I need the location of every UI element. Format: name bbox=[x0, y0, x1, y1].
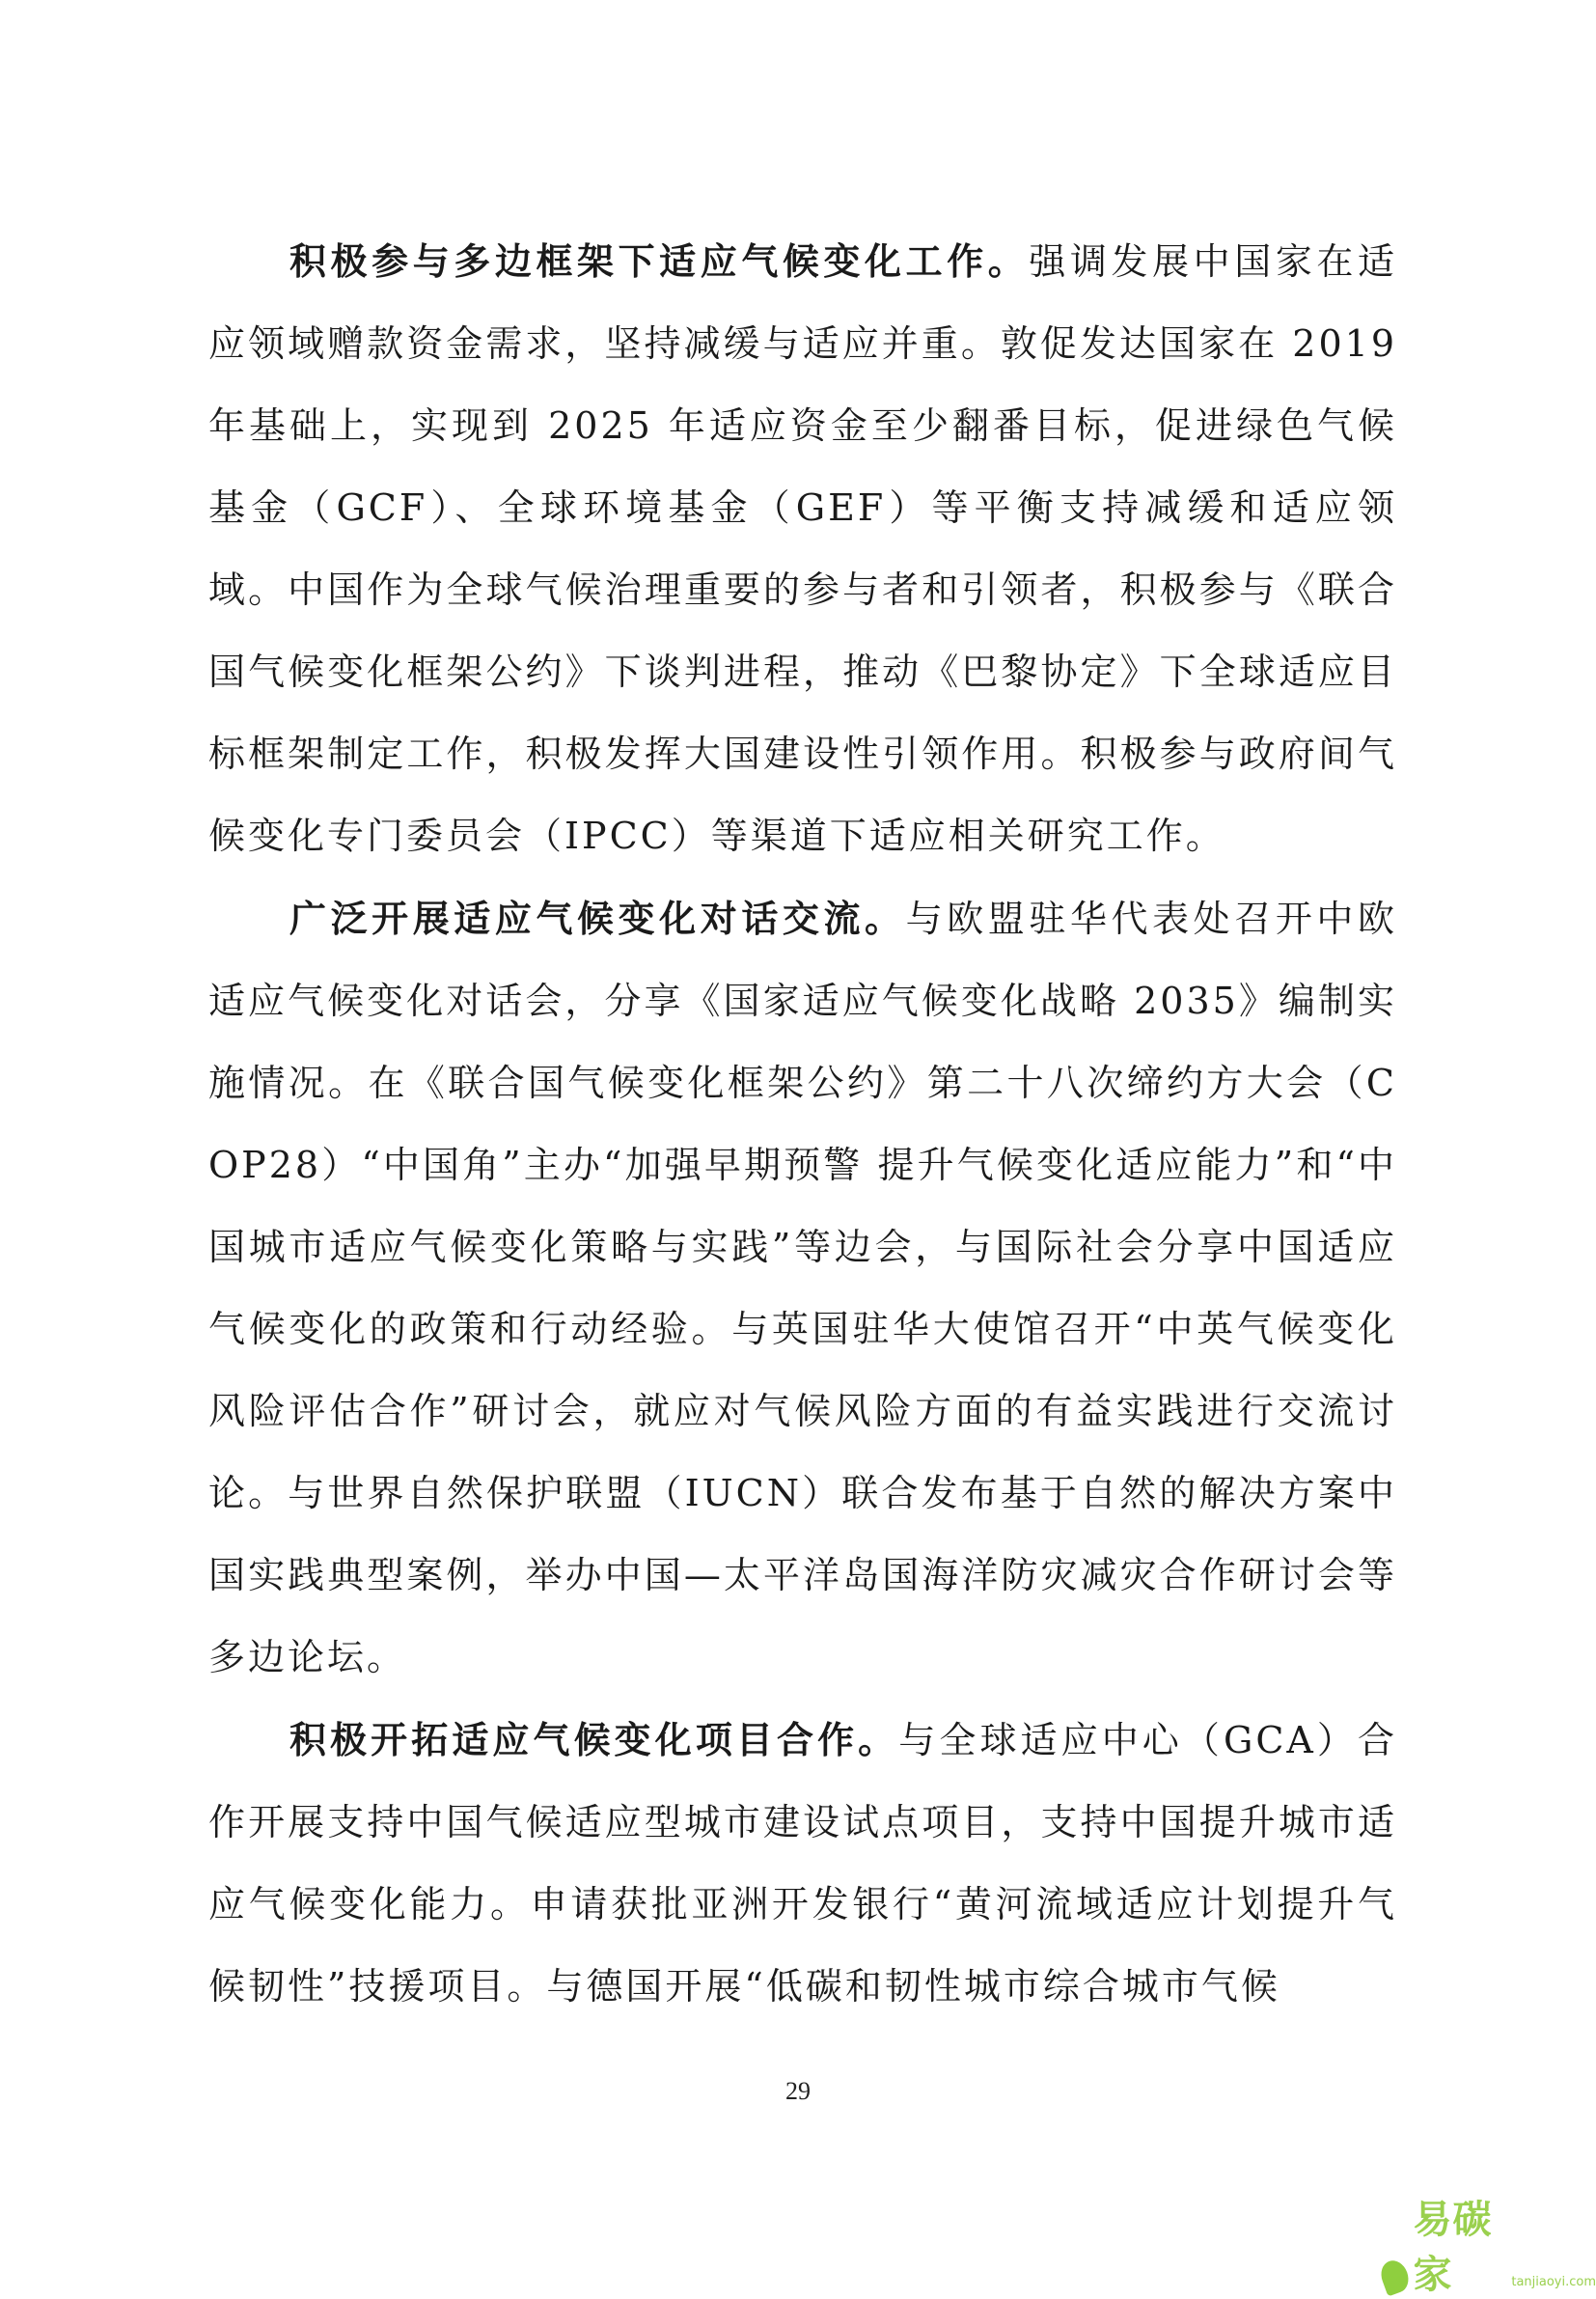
paragraph-text: 与欧盟驻华代表处召开中欧适应气候变化对话会，分享《国家适应气候变化战略 2035》编制实施情况。在《联合国气候变化框架公约》第二十八次缔约方大会（COP28）“中国角”主办“加强早期预警 提升气候变化适应能力”和“中国城市适应气候变化策略与实践”等边会，与国际社会分享中国适应气候变化的政策和行动经验。与英国驻华大使馆召开“中英气候变化风险评估合作”研讨会，就应对气候风险方面的有益实践进行交流讨论。与世界自然保护联盟（IUCN）联合发布基于自然的解决方案中国实践典型案例，举办中国—太平洋岛国海洋防灾减灾合作研讨会等多边论坛。 bbox=[208, 898, 1397, 1678]
paragraph-project-cooperation bbox=[208, 1699, 1397, 2028]
paragraph-text: 强调发展中国家在适应领域赠款资金需求，坚持减缓与适应并重。敦促发达国家在 2019 年基础上，实现到 2025 年适应资金至少翻番目标，促进绿色气候基金（GCF）、全球环境基金（GEF）等平衡支持减缓和适应领域。中国作为全球气候治理重要的参与者和引领者，积极参与《联合国气候变化框架公约》下谈判进程，推动《巴黎协定》下全球适应目标框架制定工作，积极发挥大国建设性引领作用。积极参与政府间气候变化专门委员会（IPCC）等渠道下适应相关研究工作。 bbox=[208, 240, 1397, 857]
leaf-icon bbox=[1377, 2257, 1413, 2296]
watermark-domain: tanjiaoyi.com bbox=[1511, 2275, 1596, 2289]
paragraph-heading: 积极开拓适应气候变化项目合作。 bbox=[289, 1718, 899, 1761]
paragraph-multilateral-framework bbox=[208, 220, 1397, 877]
paragraph-text: 与全球适应中心（GCA）合作开展支持中国气候适应型城市建设试点项目，支持中国提升城市适应气候变化能力。申请获批亚洲开发银行“黄河流域适应计划提升气候韧性”技援项目。与德国开展“低碳和韧性城市综合城市气候 bbox=[208, 1719, 1397, 2008]
paragraph-heading: 广泛开展适应气候变化对话交流。 bbox=[289, 897, 906, 940]
document-body bbox=[208, 220, 1397, 2028]
page-number: 29 bbox=[785, 2077, 811, 2105]
paragraph-dialogue-exchange bbox=[208, 877, 1397, 1699]
paragraph-heading: 积极参与多边框架下适应气候变化工作。 bbox=[289, 239, 1030, 283]
watermark-text: 易碳家 bbox=[1413, 2198, 1493, 2297]
watermark-logo bbox=[1382, 2189, 1596, 2299]
